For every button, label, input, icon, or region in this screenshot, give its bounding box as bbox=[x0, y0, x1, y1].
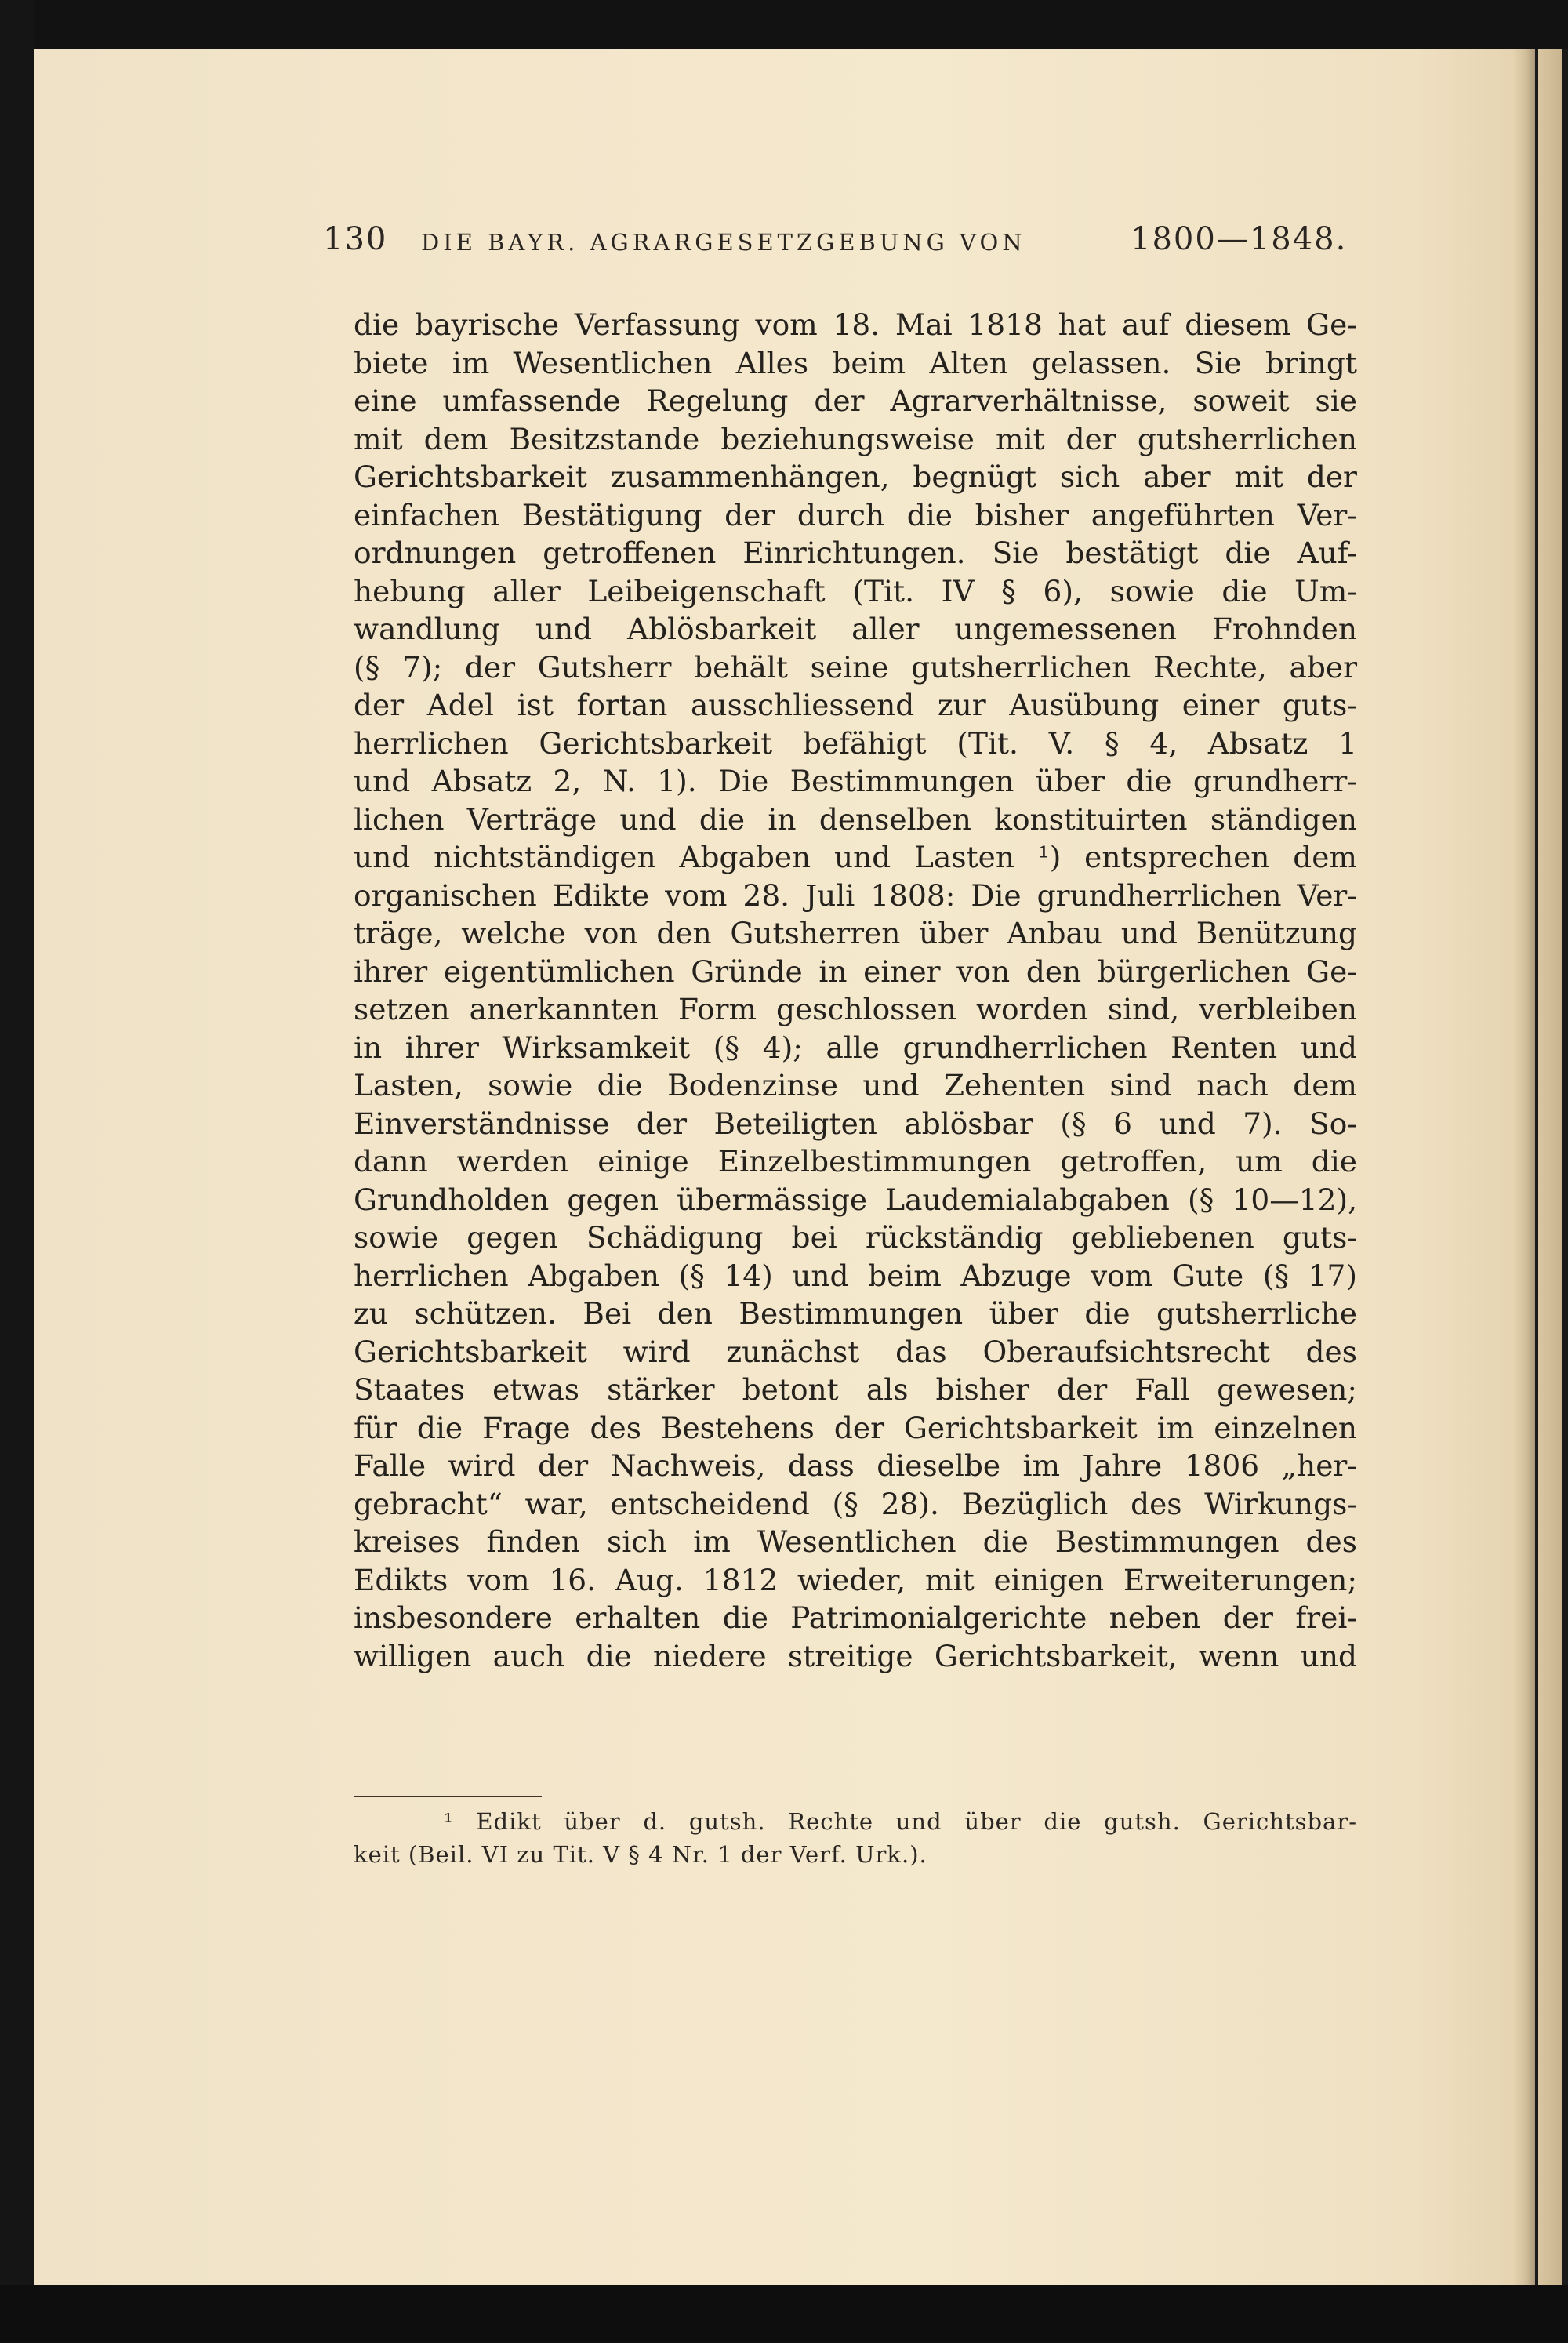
adjacent-page-sliver bbox=[1538, 49, 1562, 2285]
text-line: setzen anerkannten Form geschlossen worden sind, verbleiben bbox=[354, 992, 1357, 1026]
footnote-rule bbox=[354, 1796, 542, 1797]
text-line: organischen Edikte vom 28. Juli 1808: Die grundherrlichen Ver- bbox=[354, 877, 1357, 913]
text-line: und Absatz 2, N. 1). Die Bestimmungen über die grundherr- bbox=[354, 764, 1357, 798]
footnote-line: ¹ Edikt über d. gutsh. Rechte und über die gutsh. Gerichtsbar- bbox=[444, 1808, 1357, 1835]
page-gutter-shadow bbox=[1513, 49, 1535, 2285]
text-line: dann werden einige Einzelbestimmungen getroffen, um die bbox=[354, 1144, 1357, 1179]
running-head-title: DIE BAYR. AGRARGESETZGEBUNG VON bbox=[421, 229, 1026, 256]
scan-background-left bbox=[0, 0, 34, 2343]
text-line: ihrer eigentümlichen Gründe in einer von den bürgerlichen Ge- bbox=[354, 954, 1357, 989]
page-number: 130 bbox=[323, 221, 388, 257]
body-text bbox=[354, 306, 1357, 1675]
text-line: mit dem Besitzstande beziehungsweise mit der gutsherrlichen bbox=[354, 421, 1357, 456]
text-line: herrlichen Abgaben (§ 14) und beim Abzuge vom Gute (§ 17) bbox=[354, 1258, 1357, 1293]
text-line: Edikts vom 16. Aug. 1812 wieder, mit einigen Erweiterungen; bbox=[354, 1562, 1357, 1597]
text-line: wandlung und Ablösbarkeit aller ungemessenen Frohnden bbox=[354, 612, 1357, 646]
text-line: biete im Wesentlichen Alles beim Alten gelassen. Sie bringt bbox=[354, 345, 1357, 380]
text-line: Einverständnisse der Beteiligten ablösbar (§ 6 und 7). So- bbox=[354, 1106, 1357, 1141]
running-head bbox=[323, 205, 1358, 268]
footnote-line: keit (Beil. VI zu Tit. V § 4 Nr. 1 der Verf. Urk.). bbox=[354, 1841, 927, 1868]
text-line: Staates etwas stärker betont als bisher der Fall gewesen; bbox=[354, 1372, 1357, 1407]
text-line: (§ 7); der Gutsherr behält seine gutsherrlichen Rechte, aber bbox=[354, 649, 1357, 685]
text-line: die bayrische Verfassung vom 18. Mai 1818 hat auf diesem Ge- bbox=[354, 307, 1357, 342]
text-line: lichen Verträge und die in denselben konstituirten ständigen bbox=[354, 801, 1357, 837]
text-line: gebracht“ war, entscheidend (§ 28). Bezüglich des Wirkungs- bbox=[354, 1486, 1357, 1521]
text-line: zu schützen. Bei den Bestimmungen über die gutsherrliche bbox=[354, 1296, 1357, 1331]
text-line: in ihrer Wirksamkeit (§ 4); alle grundherrlichen Renten und bbox=[354, 1030, 1357, 1065]
text-line: hebung aller Leibeigenschaft (Tit. IV § 6), sowie die Um- bbox=[354, 573, 1357, 608]
footnote bbox=[354, 1805, 1357, 1871]
text-line: willigen auch die niedere streitige Gerichtsbarkeit, wenn und bbox=[354, 1638, 1357, 1673]
text-line: einfachen Bestätigung der durch die bisher angeführten Ver- bbox=[354, 497, 1357, 532]
scan-background-top bbox=[0, 0, 1568, 49]
text-line: Grundholden gegen übermässige Laudemialabgaben (§ 10—12), bbox=[354, 1182, 1357, 1217]
text-line: insbesondere erhalten die Patrimonialgerichte neben der frei- bbox=[354, 1600, 1357, 1635]
text-line: der Adel ist fortan ausschliessend zur Ausübung einer guts- bbox=[354, 688, 1357, 722]
running-head-years: 1800—1848. bbox=[1131, 221, 1348, 257]
text-line: für die Frage des Bestehens der Gerichtsbarkeit im einzelnen bbox=[354, 1410, 1357, 1445]
scan-background-bottom bbox=[0, 2285, 1568, 2343]
text-line: Gerichtsbarkeit zusammenhängen, begnügt sich aber mit der bbox=[354, 460, 1357, 494]
text-line: träge, welche von den Gutsherren über Anbau und Benützung bbox=[354, 916, 1357, 950]
text-line: sowie gegen Schädigung bei rückständig gebliebenen guts- bbox=[354, 1220, 1357, 1255]
text-line: kreises finden sich im Wesentlichen die Bestimmungen des bbox=[354, 1524, 1357, 1559]
text-line: eine umfassende Regelung der Agrarverhältnisse, soweit sie bbox=[354, 383, 1357, 418]
text-line: und nichtständigen Abgaben und Lasten ¹) entsprechen dem bbox=[354, 840, 1357, 874]
text-line: Lasten, sowie die Bodenzinse und Zehenten sind nach dem bbox=[354, 1068, 1357, 1102]
text-line: Gerichtsbarkeit wird zunächst das Oberaufsichtsrecht des bbox=[354, 1334, 1357, 1369]
text-line: herrlichen Gerichtsbarkeit befähigt (Tit. V. § 4, Absatz 1 bbox=[354, 725, 1357, 761]
text-line: Falle wird der Nachweis, dass dieselbe im Jahre 1806 „her- bbox=[354, 1448, 1357, 1483]
text-line: ordnungen getroffenen Einrichtungen. Sie bestätigt die Auf- bbox=[354, 536, 1357, 570]
